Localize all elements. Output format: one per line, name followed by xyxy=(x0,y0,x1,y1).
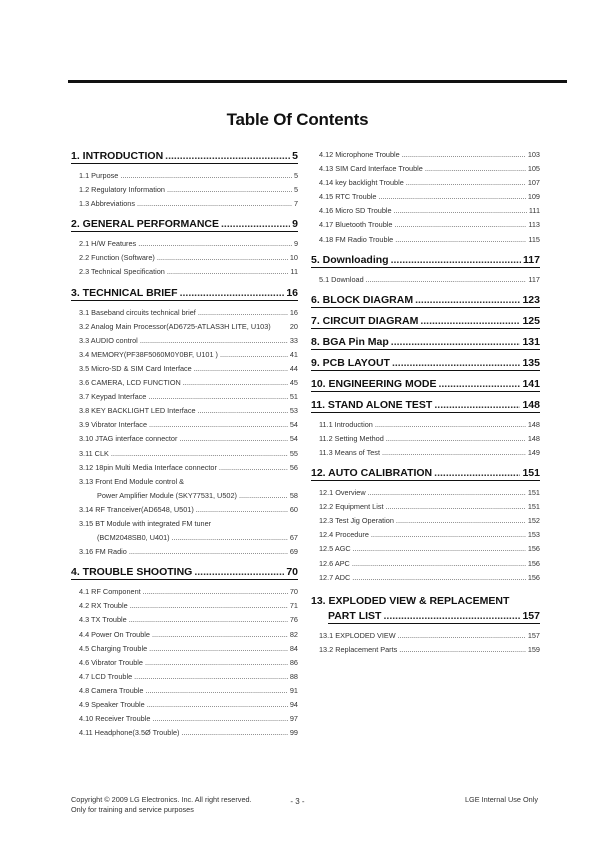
toc-subsection[interactable] xyxy=(79,642,298,656)
toc-subsection[interactable] xyxy=(319,190,540,204)
toc-entry-page: 157 xyxy=(522,609,540,622)
footer-page-number: - 3 - xyxy=(290,797,305,806)
toc-entry-label: 4.7 LCD Trouble xyxy=(79,671,133,681)
toc-leader-dots xyxy=(220,348,288,362)
toc-entry-label: 11.3 Means of Test xyxy=(319,447,380,457)
toc-entry-page: 103 xyxy=(527,150,540,159)
toc-subsection[interactable] xyxy=(319,273,540,287)
toc-leader-dots xyxy=(172,531,288,545)
toc-entry-label: 5. Downloading xyxy=(311,253,389,266)
toc-leader-dots xyxy=(138,237,292,251)
toc-entry-page: 148 xyxy=(527,433,540,443)
toc-subsection[interactable] xyxy=(79,183,298,197)
toc-leader-dots xyxy=(378,190,525,204)
toc-entry-label: Power Amplifier Module (SKY77531, U502) xyxy=(97,490,237,500)
toc-entry-label: 4.13 SIM Card Interface Trouble xyxy=(319,164,423,174)
toc-leader-dots xyxy=(152,628,288,642)
toc-subsection[interactable] xyxy=(79,418,298,432)
toc-leader-dots xyxy=(140,334,288,348)
toc-entry-page: 148 xyxy=(527,419,540,429)
toc-entry-page: 67 xyxy=(289,533,298,543)
toc-entry-label: 4.3 TX Trouble xyxy=(79,615,127,625)
toc-entry-page: 151 xyxy=(527,502,540,512)
toc-section-line[interactable] xyxy=(311,592,540,610)
toc-entry-page: 156 xyxy=(527,544,540,554)
toc-entry-label: 4.11 Headphone(3.5Ø Trouble) xyxy=(79,728,180,738)
toc-entry-label: 4.12 Microphone Trouble xyxy=(319,150,400,159)
toc-entry-label: 3.3 AUDIO control xyxy=(79,335,138,345)
toc-leader-dots xyxy=(353,542,526,556)
toc-leader-dots xyxy=(394,204,527,218)
toc-entry-label: 3.11 CLK xyxy=(79,448,109,458)
toc-entry-label: 3.16 FM Radio xyxy=(79,547,127,557)
toc-entry-label: 4.10 Receiver Trouble xyxy=(79,714,151,724)
toc-entry-label: 2. GENERAL PERFORMANCE xyxy=(71,218,219,231)
toc-leader-dots xyxy=(420,315,520,327)
toc-subsection[interactable] xyxy=(319,176,540,190)
toc-leader-dots xyxy=(396,514,526,528)
toc-leader-dots xyxy=(438,378,520,390)
toc-entry-label: 12.1 Overview xyxy=(319,488,366,498)
toc-subsection[interactable] xyxy=(319,514,540,528)
toc-entry-page: 5 xyxy=(293,171,298,180)
toc-subsection[interactable] xyxy=(319,204,540,218)
toc-leader-dots xyxy=(434,467,520,479)
toc-entry-label: 4. TROUBLE SHOOTING xyxy=(71,566,193,579)
toc-entry-label: 7. CIRCUIT DIAGRAM xyxy=(311,314,419,327)
toc-entry-label: 2.2 Function (Software) xyxy=(79,253,155,263)
toc-section[interactable] xyxy=(71,566,298,580)
toc-entry-page: 88 xyxy=(289,671,298,681)
toc-entry-label: 3.9 Vibrator Interface xyxy=(79,420,148,430)
toc-subsection[interactable] xyxy=(319,233,540,247)
toc-leader-dots xyxy=(375,418,526,432)
toc-entry-page: 58 xyxy=(289,490,298,500)
toc-subsection[interactable] xyxy=(319,629,540,643)
toc-entry-page: 5 xyxy=(293,185,298,195)
toc-leader-dots xyxy=(179,432,287,446)
toc-entry-page: 97 xyxy=(289,714,298,724)
toc-entry-label: 11.2 Setting Method xyxy=(319,433,384,443)
toc-section[interactable] xyxy=(328,610,540,624)
toc-entry-page: 123 xyxy=(522,293,540,306)
toc-entry-label: 4.14 key backlight Trouble xyxy=(319,178,404,188)
toc-leader-dots xyxy=(152,712,287,726)
toc-subsection[interactable] xyxy=(79,545,298,559)
toc-leader-dots xyxy=(196,503,288,517)
toc-subsection[interactable] xyxy=(79,726,298,740)
toc-entry-label: 3.15 BT Module with integrated FM tuner xyxy=(79,518,212,528)
toc-entry-page: 10 xyxy=(289,253,298,263)
toc-subsection[interactable] xyxy=(319,542,540,556)
toc-entry-page: 157 xyxy=(527,630,540,640)
toc-entry-page: 84 xyxy=(289,643,298,653)
toc-entry-label: 10. ENGINEERING MODE xyxy=(311,377,437,390)
toc-subsection[interactable] xyxy=(79,432,298,446)
toc-entry-label: 11. STAND ALONE TEST xyxy=(311,398,433,411)
toc-subsection[interactable] xyxy=(79,517,298,531)
toc-subsection[interactable] xyxy=(319,446,540,460)
toc-leader-dots xyxy=(148,390,288,404)
toc-entry-page: 131 xyxy=(522,335,540,348)
toc-entry-label: 12.4 Procedure xyxy=(319,530,369,540)
toc-entry-page: 16 xyxy=(289,307,298,317)
toc-entry-page: 54 xyxy=(289,434,298,444)
toc-entry-page: 99 xyxy=(289,728,298,738)
toc-entry-label: 12.5 AGC xyxy=(319,544,351,554)
toc-subsection[interactable] xyxy=(79,712,298,726)
toc-entry-page: 45 xyxy=(289,378,298,388)
toc-entry-label: 3.14 RF Tranceiver(AD6548, U501) xyxy=(79,504,194,514)
toc-entry-page: 70 xyxy=(286,566,298,579)
toc-subsection[interactable] xyxy=(79,237,298,251)
toc-subsection[interactable] xyxy=(79,628,298,642)
toc-entry-page: 115 xyxy=(528,234,540,244)
toc-leader-dots xyxy=(434,399,520,411)
toc-entry-label: 3.6 CAMERA, LCD FUNCTION xyxy=(79,378,181,388)
toc-subsection[interactable] xyxy=(79,698,298,712)
toc-entry-page: 141 xyxy=(522,377,540,390)
toc-entry-page: 76 xyxy=(289,615,298,625)
toc-entry-label: 3.2 Analog Main Processor(AD6725-ATLAS3H LITE, U103) xyxy=(79,321,271,331)
toc-section[interactable] xyxy=(311,294,540,308)
toc-entry-page: 44 xyxy=(289,363,298,373)
toc-entry-label: 13.1 EXPLODED VIEW xyxy=(319,630,396,640)
toc-entry-label: 4.1 RF Component xyxy=(79,587,141,597)
toc-subsection[interactable] xyxy=(79,362,298,376)
toc-subsection[interactable] xyxy=(79,656,298,670)
toc-subsection[interactable] xyxy=(97,489,298,503)
toc-leader-dots xyxy=(198,306,288,320)
toc-entry-page: 54 xyxy=(289,420,298,430)
toc-subsection[interactable] xyxy=(79,320,298,334)
toc-entry-page: 86 xyxy=(289,657,298,667)
toc-section[interactable] xyxy=(311,357,540,371)
toc-entry-label: 3.10 JTAG interface connector xyxy=(79,434,178,444)
toc-entry-label: 4.18 FM Radio Trouble xyxy=(319,234,394,244)
toc-entry-page: 109 xyxy=(527,192,540,202)
toc-leader-dots xyxy=(386,500,526,514)
toc-entry-label: 3.13 Front End Module control & xyxy=(79,476,185,486)
toc-leader-dots xyxy=(371,528,526,542)
toc-leader-dots xyxy=(165,150,290,162)
toc-entry-page: 7 xyxy=(293,199,298,209)
toc-entry-label: 12.2 Equipment List xyxy=(319,502,384,512)
toc-entry-label: 4.2 RX Trouble xyxy=(79,601,128,611)
toc-leader-dots xyxy=(391,336,521,348)
toc-section[interactable] xyxy=(311,467,540,481)
toc-leader-dots xyxy=(181,726,287,740)
toc-right-column xyxy=(311,148,540,657)
toc-subsection[interactable] xyxy=(319,418,540,432)
toc-entry-page: 135 xyxy=(522,356,540,369)
toc-entry-page: 156 xyxy=(527,558,540,568)
toc-section[interactable] xyxy=(71,287,298,301)
toc-leader-dots xyxy=(239,489,288,503)
toc-subsection[interactable] xyxy=(79,461,298,475)
toc-leader-dots xyxy=(352,571,526,585)
toc-section[interactable] xyxy=(311,399,540,413)
toc-left-column xyxy=(71,148,298,740)
toc-entry-label: 1. INTRODUCTION xyxy=(71,150,164,162)
toc-entry-page: 9 xyxy=(292,218,298,231)
toc-entry-page: 41 xyxy=(289,349,298,359)
toc-section[interactable] xyxy=(71,218,298,232)
footer-copyright: Copyright © 2009 LG Electronics. Inc. All right reserved. xyxy=(71,795,252,804)
toc-subsection[interactable] xyxy=(79,348,298,362)
toc-leader-dots xyxy=(120,169,292,183)
toc-leader-dots xyxy=(425,162,526,176)
toc-entry-label: 9. PCB LAYOUT xyxy=(311,356,390,369)
toc-leader-dots xyxy=(198,404,288,418)
toc-entry-page: 148 xyxy=(522,398,540,411)
toc-entry-page: 125 xyxy=(522,314,540,327)
toc-entry-page: 151 xyxy=(527,488,540,498)
page-title: Table Of Contents xyxy=(226,110,369,129)
toc-entry-page: 9 xyxy=(293,239,298,249)
toc-section[interactable] xyxy=(71,150,298,164)
toc-entry-label: 3.8 KEY BACKLIGHT LED Interface xyxy=(79,406,196,416)
toc-leader-dots xyxy=(130,599,288,613)
toc-entry-page: 82 xyxy=(289,629,298,639)
toc-entry-label: 12.7 ADC xyxy=(319,572,351,582)
toc-leader-dots xyxy=(183,376,288,390)
toc-subsection[interactable] xyxy=(79,197,298,211)
toc-leader-dots xyxy=(366,273,527,287)
toc-leader-dots xyxy=(149,642,288,656)
toc-subsection[interactable] xyxy=(79,169,298,183)
toc-leader-dots xyxy=(137,197,292,211)
toc-leader-dots xyxy=(129,545,288,559)
toc-subsection[interactable] xyxy=(79,447,298,461)
toc-entry-page: 69 xyxy=(289,547,298,557)
toc-subsection[interactable] xyxy=(319,148,540,162)
toc-entry-page: 16 xyxy=(286,286,298,299)
toc-entry-page: 60 xyxy=(289,504,298,514)
toc-subsection[interactable] xyxy=(79,503,298,517)
toc-entry-label: 4.16 Micro SD Trouble xyxy=(319,206,392,216)
toc-leader-dots xyxy=(219,461,288,475)
toc-entry-label: 4.9 Speaker Trouble xyxy=(79,700,145,709)
toc-entry-label: 13. EXPLODED VIEW & REPLACEMENT xyxy=(311,594,510,607)
toc-subsection[interactable] xyxy=(79,306,298,320)
toc-subsection[interactable] xyxy=(79,390,298,404)
toc-entry-label: 13.2 Replacement Parts xyxy=(319,644,398,654)
toc-subsection[interactable] xyxy=(319,432,540,446)
toc-subsection[interactable] xyxy=(319,162,540,176)
toc-subsection[interactable] xyxy=(319,571,540,585)
toc-entry-label: 4.15 RTC Trouble xyxy=(319,192,377,202)
toc-entry-label: 12.3 Test Jig Operation xyxy=(319,516,394,526)
toc-entry-page: 153 xyxy=(527,530,540,540)
toc-leader-dots xyxy=(386,432,526,446)
toc-leader-dots xyxy=(145,656,288,670)
toc-leader-dots xyxy=(157,251,288,265)
toc-subsection[interactable] xyxy=(79,376,298,390)
toc-subsection[interactable] xyxy=(79,599,298,613)
toc-subsection[interactable] xyxy=(79,684,298,698)
toc-subsection[interactable] xyxy=(79,334,298,348)
toc-subsection[interactable] xyxy=(319,528,540,542)
toc-entry-label: 12.6 APC xyxy=(319,558,350,568)
toc-entry-page: 51 xyxy=(289,392,298,402)
toc-entry-label: 8. BGA Pin Map xyxy=(311,335,389,348)
toc-entry-page: 55 xyxy=(289,448,298,458)
toc-entry-label: 11.1 Introduction xyxy=(319,419,373,429)
toc-entry-label: 2.1 H/W Features xyxy=(79,239,137,249)
toc-leader-dots xyxy=(383,610,520,622)
toc-entry-label: 4.4 Power On Trouble xyxy=(79,629,150,639)
toc-entry-label: 3.1 Baseband circuits technical brief xyxy=(79,307,196,317)
footer-classification: LGE Internal Use Only xyxy=(464,795,538,804)
toc-leader-dots xyxy=(194,566,284,578)
toc-subsection[interactable] xyxy=(319,486,540,500)
toc-entry-label: PART LIST xyxy=(328,609,382,622)
toc-leader-dots xyxy=(194,362,288,376)
toc-leader-dots xyxy=(394,218,526,232)
toc-entry-page: 20 xyxy=(289,321,298,331)
toc-subsection[interactable] xyxy=(79,585,298,599)
toc-leader-dots xyxy=(129,613,288,627)
toc-subsection[interactable] xyxy=(79,404,298,418)
toc-entry-page: 156 xyxy=(527,572,540,582)
toc-entry-label: 4.17 Bluetooth Trouble xyxy=(319,220,393,230)
toc-leader-dots xyxy=(368,486,526,500)
toc-section[interactable] xyxy=(311,315,540,329)
toc-section[interactable] xyxy=(311,336,540,350)
toc-leader-dots xyxy=(395,233,526,247)
toc-leader-dots xyxy=(167,183,292,197)
toc-leader-dots xyxy=(382,446,526,460)
toc-subsection[interactable] xyxy=(79,670,298,684)
toc-leader-dots xyxy=(143,585,288,599)
toc-subsection[interactable] xyxy=(319,218,540,232)
toc-entry-page: 56 xyxy=(289,462,298,472)
toc-entry-page: 105 xyxy=(527,164,540,174)
toc-entry-page: 117 xyxy=(523,253,540,266)
toc-entry-label: (BCM2048SB0, U401) xyxy=(97,533,170,543)
toc-entry-page: 53 xyxy=(289,406,298,416)
toc-leader-dots xyxy=(221,218,290,230)
toc-entry-page: 11 xyxy=(290,267,298,277)
toc-entry-page: 111 xyxy=(528,206,540,216)
toc-entry-page: 107 xyxy=(527,178,540,188)
toc-entry-label: 1.1 Purpose xyxy=(79,171,119,180)
toc-entry-label: 6. BLOCK DIAGRAM xyxy=(311,293,414,306)
toc-entry-label: 3.7 Keypad Interface xyxy=(79,392,147,402)
toc-subsection[interactable] xyxy=(319,500,540,514)
toc-entry-page: 159 xyxy=(527,644,540,654)
toc-entry-label: 3.12 18pin Multi Media Interface connector xyxy=(79,462,217,472)
toc-entry-page: 70 xyxy=(289,587,298,597)
toc-subsection[interactable] xyxy=(79,265,298,279)
toc-leader-dots xyxy=(146,684,288,698)
header-rule xyxy=(68,80,567,83)
toc-leader-dots xyxy=(147,698,288,712)
toc-entry-page: 71 xyxy=(289,601,298,611)
toc-entry-label: 4.8 Camera Trouble xyxy=(79,685,144,695)
footer-purpose: Only for training and service purposes xyxy=(71,805,194,814)
toc-entry-label: 1.2 Regulatory Information xyxy=(79,185,165,195)
toc-entry-page: 151 xyxy=(522,467,540,480)
toc-subsection[interactable] xyxy=(79,613,298,627)
toc-leader-dots xyxy=(134,670,288,684)
toc-leader-dots xyxy=(415,294,520,306)
toc-entry-page: 149 xyxy=(527,447,540,457)
toc-leader-dots xyxy=(111,447,288,461)
toc-section[interactable] xyxy=(311,254,540,268)
toc-entry-label: 4.6 Vibrator Trouble xyxy=(79,657,143,667)
toc-entry-page: 33 xyxy=(289,335,298,345)
toc-section[interactable] xyxy=(311,378,540,392)
toc-entry-page: 94 xyxy=(289,700,298,709)
toc-entry-page: 152 xyxy=(527,516,540,526)
toc-leader-dots xyxy=(402,148,526,162)
toc-entry-label: 3.5 Micro-SD & SIM Card Interface xyxy=(79,363,192,373)
toc-entry-label: 3. TECHNICAL BRIEF xyxy=(71,286,178,299)
toc-entry-label: 4.5 Charging Trouble xyxy=(79,643,148,653)
toc-subsection[interactable] xyxy=(319,557,540,571)
toc-entry-label: 1.3 Abbreviations xyxy=(79,199,135,209)
toc-entry-page: 91 xyxy=(289,685,298,695)
toc-entry-label: 5.1 Download xyxy=(319,274,364,284)
toc-leader-dots xyxy=(399,643,526,657)
toc-leader-dots xyxy=(149,418,288,432)
toc-entry-page: 113 xyxy=(528,220,540,230)
toc-entry-page: 117 xyxy=(528,274,540,284)
toc-leader-dots xyxy=(180,287,285,299)
toc-subsection[interactable] xyxy=(97,531,298,545)
toc-subsection[interactable] xyxy=(79,251,298,265)
toc-leader-dots xyxy=(398,629,526,643)
toc-leader-dots xyxy=(392,357,521,369)
toc-subsection[interactable] xyxy=(319,643,540,657)
toc-subsection[interactable] xyxy=(79,475,298,489)
toc-entry-label: 3.4 MEMORY(PF38F5060M0Y0BF, U101 ) xyxy=(79,349,218,359)
toc-leader-dots xyxy=(406,176,526,190)
toc-entry-label: 12. AUTO CALIBRATION xyxy=(311,467,433,480)
toc-entry-page: 5 xyxy=(292,150,298,162)
toc-leader-dots xyxy=(352,557,526,571)
toc-leader-dots xyxy=(167,265,289,279)
toc-entry-label: 2.3 Technical Specification xyxy=(79,267,165,277)
toc-leader-dots xyxy=(391,254,521,266)
